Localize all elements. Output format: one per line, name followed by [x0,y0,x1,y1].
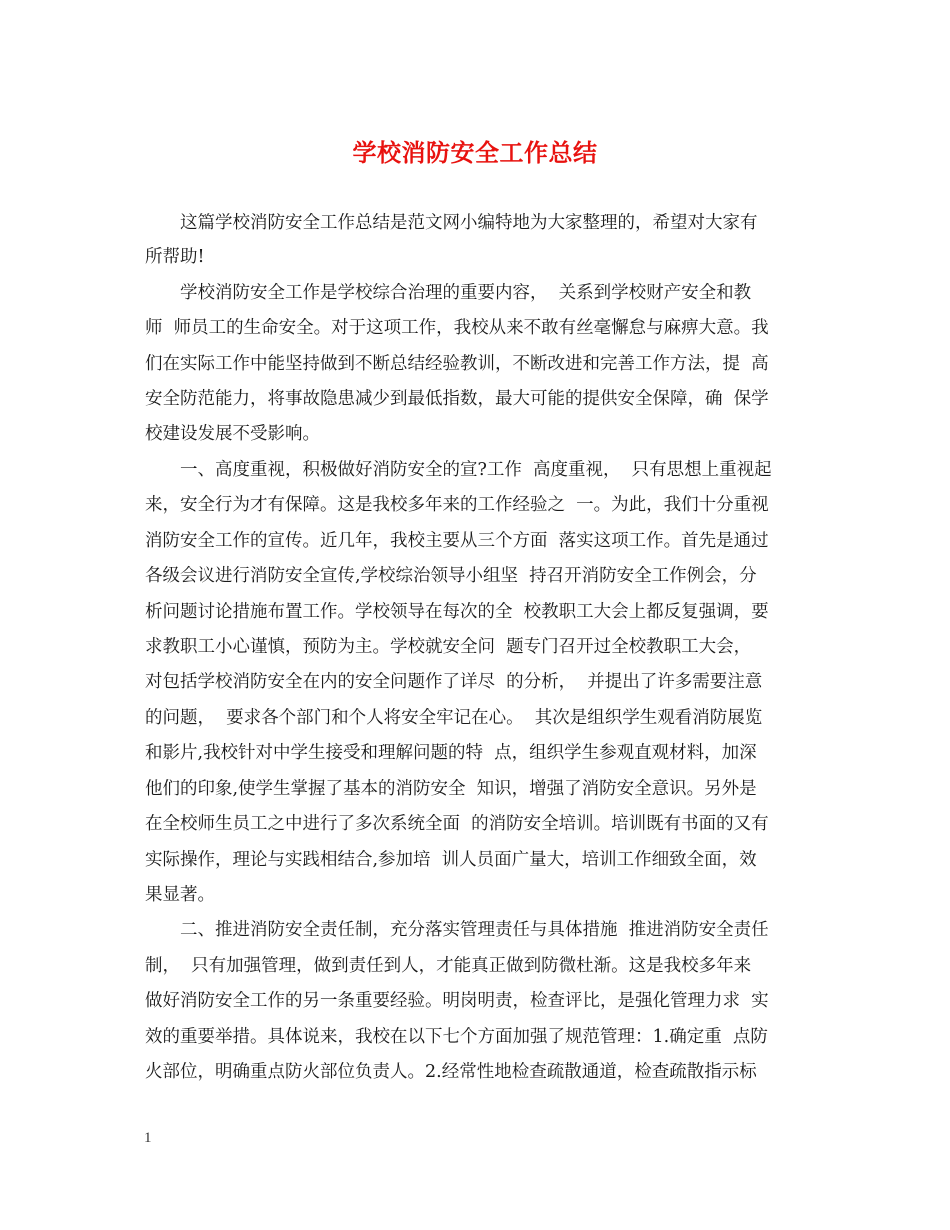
body-line: 果显著。 [145,885,215,905]
body-line: 来，安全行为才有保障。这是我校多年来的工作经验之 一。为此，我们十分重视 [145,495,769,515]
body-line: 们在实际工作中能坚持做到不断总结经验教训，不断改进和完善工作方法，提 高 [145,354,769,374]
body-line: 各级会议进行消防安全宣传,学校综治领导小组坚 持召开消防安全工作例会，分 [145,566,757,586]
body-line: 这篇学校消防安全工作总结是范文网小编特地为大家整理的，希望对大家有 [180,213,758,233]
body-line: 析问题讨论措施布置工作。学校领导在每次的全 校教职工大会上都反复强调，要 [145,602,769,622]
body-line: 师 师员工的生命安全。对于这项工作，我校从来不敢有丝毫懈怠与麻痹大意。我 [145,318,769,338]
body-line: 对包括学校消防安全在内的安全问题作了详尽 的分析， 并提出了许多需要注意 [145,672,763,692]
body-line: 学校消防安全工作是学校综合治理的重要内容， 关系到学校财产安全和教 [180,283,752,303]
body-line: 安全防范能力，将事故隐患减少到最低指数，最大可能的提供安全保障，确 保学 [145,389,769,409]
body-line: 的问题， 要求各个部门和个人将安全牢记在心。 其次是组织学生观看消防展览 [145,708,763,728]
body-line: 他们的印象,使学生掌握了基本的消防安全 知识，增强了消防安全意识。另外是 [145,779,757,799]
body-line: 消防安全工作的宣传。近几年，我校主要从三个方面 落实这项工作。首先是通过 [145,531,769,551]
document-title: 学校消防安全工作总结 [352,139,598,167]
body-line: 校建设发展不受影响。 [145,424,320,444]
body-line: 实际操作，理论与实践相结合,参加培 训人员面广量大，培训工作细致全面，效 [145,850,757,870]
body-line: 所帮助! [145,247,205,267]
body-line: 二、推进消防安全责任制，充分落实管理责任与具体措施 推进消防安全责任 [180,920,769,940]
body-line: 一、高度重视，积极做好消防安全的宣?工作 高度重视， 只有思想上重视起 [180,460,772,480]
body-line: 效的重要举措。具体说来，我校在以下七个方面加强了规范管理：1.确定重 点防 [145,1027,768,1047]
page-number: 1 [144,1130,152,1146]
body-line: 火部位，明确重点防火部位负责人。2.经常性地检查疏散通道，检查疏散指示标 [145,1062,757,1082]
body-line: 在全校师生员工之中进行了多次系统全面 的消防安全培训。培训既有书面的又有 [145,814,769,834]
body-line: 和影片,我校针对中学生接受和理解问题的特 点，组织学生参观直观材料，加深 [145,743,757,763]
body-line: 制， 只有加强管理，做到责任到人，才能真正做到防微杜渐。这是我校多年来 [145,956,752,976]
body-line: 做好消防安全工作的另一条重要经验。明岗明责，检查评比，是强化管理力求 实 [145,991,769,1011]
body-line: 求教职工小心谨慎，预防为主。学校就安全问 题专门召开过全校教职工大会， [145,637,752,657]
